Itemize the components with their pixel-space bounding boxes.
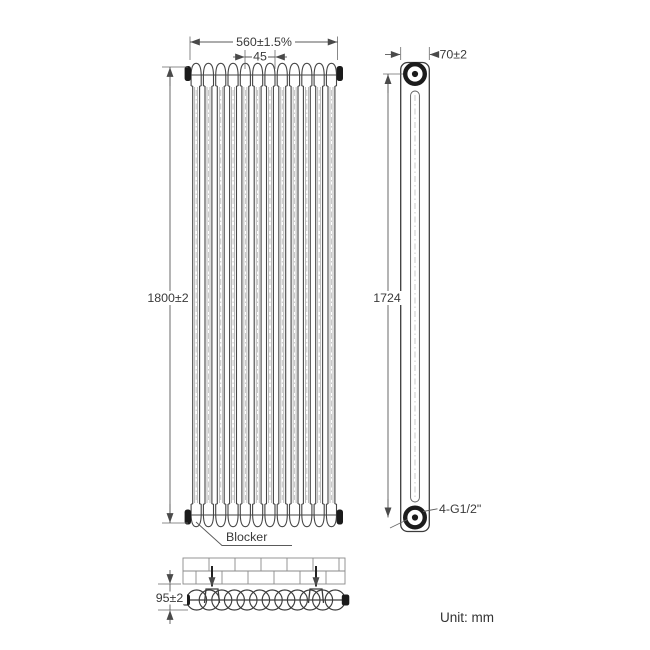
top-view (152, 558, 349, 624)
front-height-dimension-label: 1800±2 (147, 291, 189, 305)
wall-distance-dimension-label: 95±2 (155, 591, 184, 605)
blocker-label: Blocker (226, 530, 268, 544)
dimension-pipe-centres (369, 74, 408, 528)
radiator-column (253, 63, 263, 526)
radiator-column (314, 63, 324, 526)
radiator-column (302, 63, 312, 526)
radiator-column (326, 63, 336, 526)
blocker-cap-bottom-right (337, 510, 343, 525)
side-depth-dimension-label: 70±2 (439, 47, 467, 62)
blocker-cap-top-right (337, 66, 343, 81)
wall-section (183, 558, 345, 584)
top-connection (405, 64, 425, 84)
radiator-column (265, 63, 275, 526)
connection-callout (423, 502, 481, 516)
radiator-column (216, 63, 226, 526)
blocker-cap-bottom-left (185, 510, 191, 525)
radiator-column (228, 63, 238, 526)
column-pitch-dimension-label: 45 (253, 49, 267, 64)
blocker-cap-top-left (185, 66, 191, 81)
pipe-centres-dimension-label: 1724 (373, 291, 401, 305)
dimension-front-height (146, 67, 191, 523)
front-width-dimension-label: 560±1.5% (236, 35, 292, 49)
radiator-column (277, 63, 287, 526)
radiator-column (191, 63, 201, 526)
dimension-side-depth (385, 47, 467, 62)
connection-thread-label: 4-G1/2" (439, 502, 482, 516)
wall-bracket-right (309, 566, 324, 603)
radiator-column (240, 63, 250, 526)
radiator-column (290, 63, 300, 526)
front-view (146, 35, 343, 546)
section-end-cap-right (342, 595, 350, 606)
radiator-column (203, 63, 213, 526)
side-view (369, 47, 481, 532)
unit-note: Unit: mm (440, 610, 494, 625)
bottom-connection (405, 508, 425, 528)
front-radiator-body (191, 63, 338, 526)
